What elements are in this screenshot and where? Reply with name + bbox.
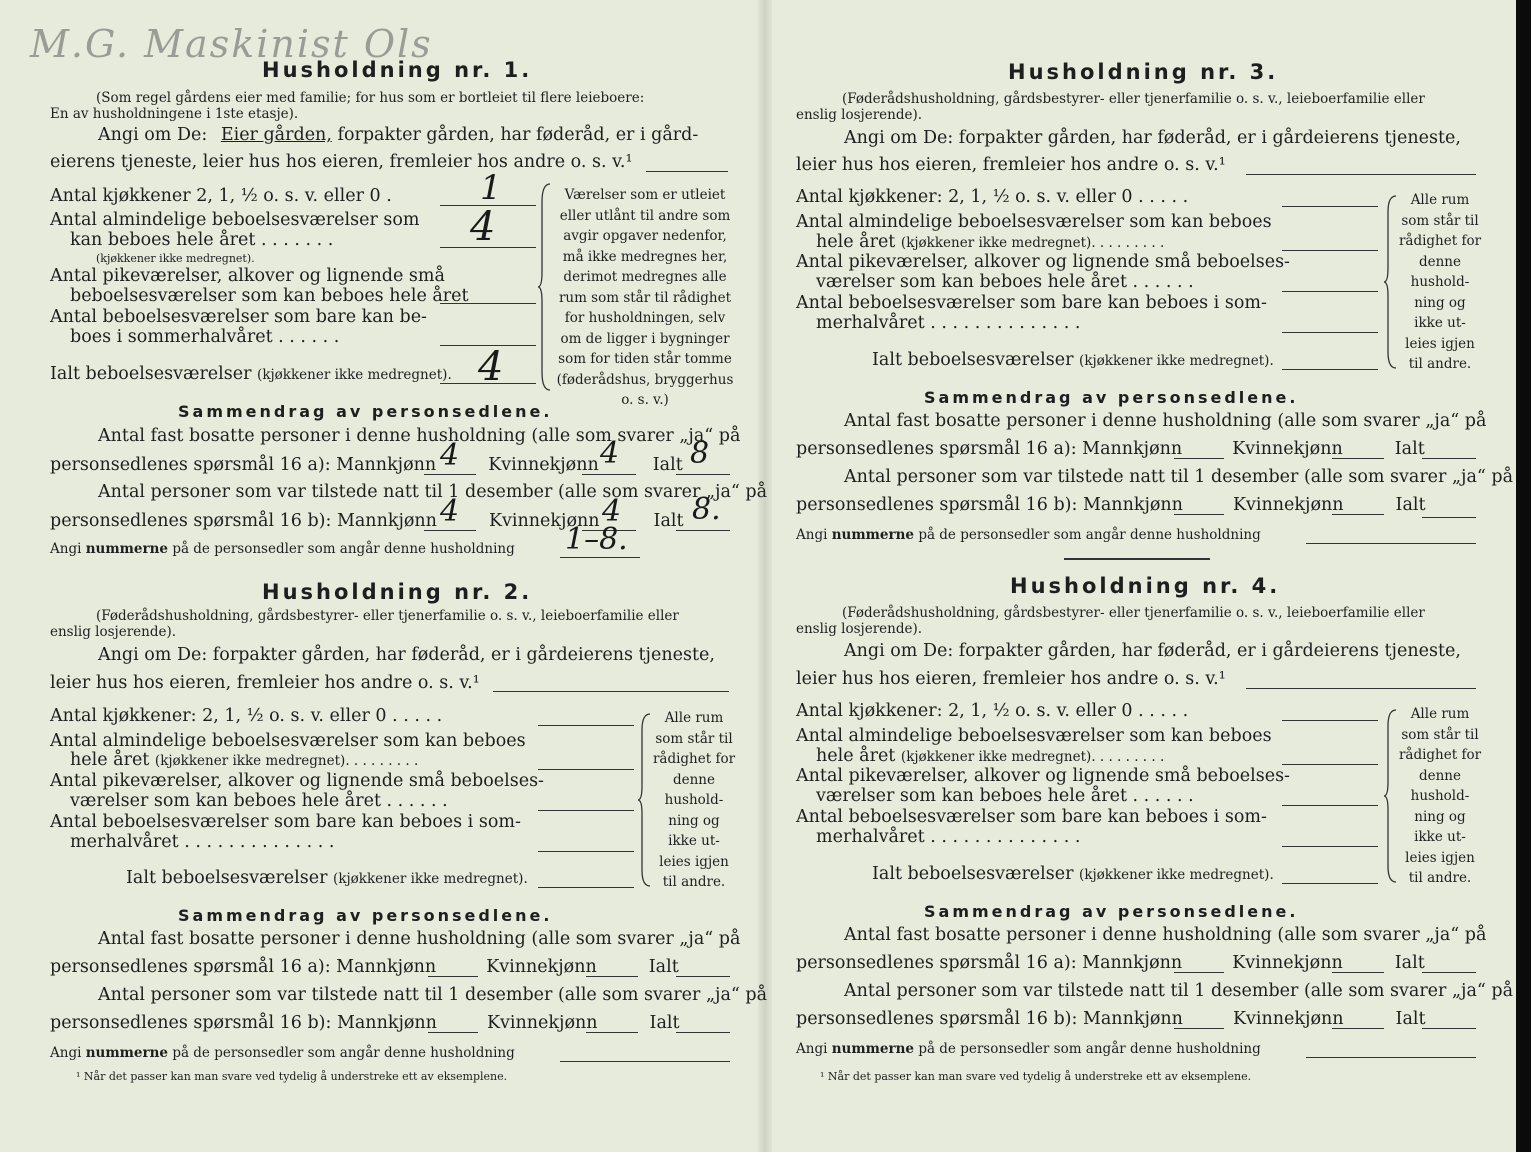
household-3-rooms-line2 <box>816 232 1164 252</box>
numbers-answer-line[interactable] <box>560 557 640 558</box>
total-label: Ialt beboelsesværelser <box>872 864 1074 884</box>
household-2-angi-line2: leier hus hos eieren, fremleier hos andre o. s. v.¹ <box>50 673 480 693</box>
handwritten-kitchens: 1 <box>480 168 502 208</box>
female-label: Kvinnekjønn <box>1232 953 1343 973</box>
brace-icon <box>1384 708 1398 884</box>
household-2-summary-a1: Antal fast bosatte personer i denne husholdning (alle som svarer „ja“ på <box>98 929 741 949</box>
household-2-total <box>126 868 528 888</box>
total-label: Ialt <box>1395 495 1426 515</box>
household-4-maid-rooms-line1: Antal pikeværelser, alkover og lignende små beboelses- <box>796 766 1290 786</box>
female-label: Kvinnekjønn <box>1232 495 1344 515</box>
handwritten-numbers: 1–8. <box>565 522 628 557</box>
household-4-maid-rooms-line2: værelser som kan beboes hele året . . . . . . <box>816 786 1194 806</box>
household-2-kitchens: Antal kjøkkener: 2, 1, ½ o. s. v. eller 0 . . . . . <box>50 706 443 726</box>
household-1-numbers <box>50 541 515 557</box>
household-1-summary-a2 <box>50 455 683 475</box>
total-answer-line[interactable] <box>1282 883 1378 884</box>
household-1-maid-rooms-line1: Antal pikeværelser, alkover og lignende små <box>50 266 445 286</box>
handwritten-male-1: 4 <box>440 438 460 473</box>
male-answer-line[interactable] <box>1174 1028 1224 1029</box>
footnote-left: ¹ Når det passer kan man svare ved tydelig å understreke ett av eksemplene. <box>76 1070 508 1083</box>
household-4-note-line2: enslig losjerende). <box>796 621 923 637</box>
household-3-rooms-line1: Antal almindelige beboelsesværelser som kan beboes <box>796 212 1272 232</box>
maid-rooms-answer-line[interactable] <box>538 810 634 811</box>
household-2-summer-line1: Antal beboelsesværelser som bare kan beboes i som- <box>50 812 521 832</box>
numbers-bold: nummerne <box>831 527 915 543</box>
female-label: Kvinnekjønn <box>1232 1009 1344 1029</box>
total-note: (kjøkkener ikke medregnet). <box>1079 353 1274 369</box>
female-label: Kvinnekjønn <box>486 1013 598 1033</box>
numbers-answer-line[interactable] <box>560 1061 730 1062</box>
kitchens-answer-line[interactable] <box>1282 720 1378 721</box>
household-4-summary-a2 <box>796 953 1425 973</box>
female-answer-line[interactable] <box>1332 1028 1384 1029</box>
male-answer-line[interactable] <box>1174 514 1224 515</box>
total-answer-line[interactable] <box>676 474 730 475</box>
household-4-total <box>872 864 1274 884</box>
household-3-summer-line1: Antal beboelsesværelser som bare kan beboes i som- <box>796 293 1267 313</box>
household-1-note-line1: (Som regel gårdens eier med familie; for hus som er bortleiet til flere leieboere: <box>96 90 645 106</box>
numbers-angi: Angi <box>796 1041 828 1057</box>
household-3-note-line1: (Føderådshusholdning, gårdsbestyrer- eller tjenerfamilie o. s. v., leieboerfamilie eller <box>842 91 1425 107</box>
total-note: (kjøkkener ikke medregnet). <box>333 871 528 887</box>
total-answer-line[interactable] <box>676 1032 730 1033</box>
summer-answer-line[interactable] <box>1282 846 1378 847</box>
female-label: Kvinnekjønn <box>486 957 597 977</box>
total-answer-line[interactable] <box>1282 369 1378 370</box>
brace-icon <box>538 182 552 392</box>
total-label: Ialt beboelsesværelser <box>50 364 252 384</box>
household-1-total <box>50 364 452 384</box>
household-1-side-note: Værelser som er utleiet eller utlånt til andre som avgir opgaver nedenfor, må ikke medregnes her, derimot medregnes alle rum som står til rådighet for husholdningen, selv om de ligger i bygninger som for tiden står tomme (føderådshus, bryggerhus o. s. v.) <box>556 187 734 408</box>
total-label: Ialt beboelsesværelser <box>872 350 1074 370</box>
female-answer-line[interactable] <box>1332 972 1384 973</box>
numbers-answer-line[interactable] <box>1306 1057 1476 1058</box>
rooms-answer-line[interactable] <box>1282 764 1378 765</box>
household-2-summary-b1: Antal personer som var tilstede natt til 1 desember (alle som svarer „ja“ på <box>98 985 768 1005</box>
household-2-summary-b2 <box>50 1013 680 1033</box>
household-4-summary-a1: Antal fast bosatte personer i denne husholdning (alle som svarer „ja“ på <box>844 925 1487 945</box>
household-3-side-note: Alle rum som står til rådighet for denne hushold- ning og ikke ut- leies igjen til andre. <box>1398 192 1482 372</box>
numbers-text: på de personsedler som angår denne husholdning <box>918 527 1261 543</box>
household-4-kitchens: Antal kjøkkener: 2, 1, ½ o. s. v. eller 0 . . . . . <box>796 701 1189 721</box>
male-answer-line[interactable] <box>1174 458 1224 459</box>
household-4-numbers <box>796 1041 1261 1057</box>
brace <box>1384 194 1398 374</box>
numbers-angi: Angi <box>50 1045 82 1061</box>
household-1-note-line2: En av husholdningene i 1ste etasje). <box>50 106 299 122</box>
summary-a-label: personsedlenes spørsmål 16 a): Mannkjønn <box>796 439 1183 459</box>
brace <box>638 712 652 892</box>
summary-b-label: personsedlenes spørsmål 16 b): Mannkjønn <box>796 495 1183 515</box>
total-label: Ialt <box>1394 953 1425 973</box>
numbers-text: på de personsedler som angår denne husholdning <box>918 1041 1261 1057</box>
female-answer-line[interactable] <box>1332 514 1384 515</box>
answer-line[interactable] <box>1246 174 1476 175</box>
summary-a-label: personsedlenes spørsmål 16 a): Mannkjønn <box>796 953 1183 973</box>
household-4-angi-line1: Angi om De: forpakter gården, har føderåd, er i gårdeierens tjeneste, <box>844 641 1461 661</box>
household-4-title: Husholdning nr. 4. <box>1010 574 1281 598</box>
household-3-angi-line1: Angi om De: forpakter gården, har føderåd, er i gårdeierens tjeneste, <box>844 128 1461 148</box>
total-note: (kjøkkener ikke medregnet). <box>257 367 452 383</box>
household-3-summary-a1: Antal fast bosatte personer i denne husholdning (alle som svarer „ja“ på <box>844 411 1487 431</box>
answer-line[interactable] <box>493 691 729 692</box>
rooms-answer-line[interactable] <box>1282 250 1378 251</box>
kitchens-answer-line[interactable] <box>538 725 634 726</box>
household-3-kitchens: Antal kjøkkener: 2, 1, ½ o. s. v. eller 0 . . . . . <box>796 187 1189 207</box>
household-2-maid-rooms-line2: værelser som kan beboes hele året . . . . . . <box>70 791 448 811</box>
household-1-maid-rooms-line2: beboelsesværelser som kan beboes hele året <box>70 286 469 306</box>
rooms-note: (kjøkkener ikke medregnet). . . . . . . . . <box>154 753 419 769</box>
brace-icon <box>638 712 652 888</box>
household-4-summary-b2 <box>796 1009 1426 1029</box>
handwritten-total: 4 <box>478 344 504 390</box>
household-2-note-line1: (Føderådshusholdning, gårdsbestyrer- eller tjenerfamilie o. s. v., leieboerfamilie eller <box>96 608 679 624</box>
answer-line[interactable] <box>1246 688 1476 689</box>
numbers-bold: nummerne <box>831 1041 915 1057</box>
female-answer-line[interactable] <box>586 976 638 977</box>
household-3-maid-rooms-line2: værelser som kan beboes hele året . . . . . . <box>816 272 1194 292</box>
household-3-summary-title: Sammendrag av personsedlene. <box>924 388 1299 407</box>
total-label: Ialt <box>1395 1009 1426 1029</box>
angi-rest: forpakter gården, har føderåd, er i gård- <box>337 125 699 145</box>
household-2-rooms-line1: Antal almindelige beboelsesværelser som kan beboes <box>50 731 526 751</box>
household-2-summary-title: Sammendrag av personsedlene. <box>178 906 553 925</box>
numbers-answer-line[interactable] <box>1306 543 1476 544</box>
rooms-label: hele året <box>816 232 896 252</box>
rooms-label: hele året <box>70 750 150 770</box>
section-divider <box>1064 558 1210 560</box>
household-2-numbers <box>50 1045 515 1061</box>
total-note: (kjøkkener ikke medregnet). <box>1079 867 1274 883</box>
eier-garden-underlined: Eier gården, <box>220 125 332 145</box>
household-3-summary-b1: Antal personer som var tilstede natt til 1 desember (alle som svarer „ja“ på <box>844 467 1514 487</box>
brace <box>1384 708 1398 888</box>
numbers-angi: Angi <box>796 527 828 543</box>
rooms-answer-line[interactable] <box>538 769 634 770</box>
household-3-note-line2: enslig losjerende). <box>796 107 923 123</box>
household-4-angi-line2: leier hus hos eieren, fremleier hos andre o. s. v.¹ <box>796 669 1226 689</box>
page-fold <box>758 0 772 1152</box>
household-2-maid-rooms-line1: Antal pikeværelser, alkover og lignende små beboelses- <box>50 771 544 791</box>
handwritten-male-2: 4 <box>440 494 460 529</box>
summary-a-label: personsedlenes spørsmål 16 a): Mannkjønn <box>50 455 437 475</box>
male-answer-line[interactable] <box>424 474 476 475</box>
summer-answer-line[interactable] <box>538 851 634 852</box>
total-answer-line[interactable] <box>676 976 730 977</box>
female-answer-line[interactable] <box>582 474 636 475</box>
female-answer-line[interactable] <box>586 1032 638 1033</box>
household-3-maid-rooms-line1: Antal pikeværelser, alkover og lignende små beboelses- <box>796 252 1290 272</box>
maid-rooms-answer-line[interactable] <box>1282 805 1378 806</box>
total-answer-line[interactable] <box>1422 972 1476 973</box>
household-1-angi-line2: eierens tjeneste, leier hus hos eieren, fremleier hos andre o. s. v.¹ <box>50 152 633 172</box>
rooms-note: (kjøkkener ikke medregnet). . . . . . . . . <box>900 235 1165 251</box>
household-1-summer-line2: boes i sommerhalvåret . . . . . . <box>70 327 340 347</box>
brace <box>538 182 552 395</box>
male-answer-line[interactable] <box>424 530 476 531</box>
summary-b-label: personsedlenes spørsmål 16 b): Mannkjønn <box>796 1009 1183 1029</box>
household-2-side-note: Alle rum som står til rådighet for denne hushold- ning og ikke ut- leies igjen til andre. <box>652 710 736 890</box>
rooms-note: (kjøkkener ikke medregnet). . . . . . . . . <box>900 749 1165 765</box>
household-2-note-line2: enslig losjerende). <box>50 624 177 640</box>
handwritten-female-1: 4 <box>600 436 620 471</box>
household-1-rooms-line1: Antal almindelige beboelsesværelser som <box>50 210 420 230</box>
summary-b-label: personsedlenes spørsmål 16 b): Mannkjønn <box>50 1013 437 1033</box>
handwritten-rooms: 4 <box>470 204 496 250</box>
household-1-kitchens: Antal kjøkkener 2, 1, ½ o. s. v. eller 0 . <box>50 186 392 206</box>
female-label: Kvinnekjønn <box>488 455 599 475</box>
total-label: Ialt <box>649 1013 680 1033</box>
household-1-rooms-line2: kan beboes hele året . . . . . . . <box>70 230 334 250</box>
household-1-angi-line1 <box>98 125 698 145</box>
household-3-summary-a2 <box>796 439 1425 459</box>
total-label: Ialt <box>648 957 679 977</box>
household-2-title: Husholdning nr. 2. <box>262 580 533 604</box>
answer-line[interactable] <box>646 171 728 172</box>
household-1-rooms-note: (kjøkkener ikke medregnet). <box>96 252 255 265</box>
household-2-summer-line2: merhalvåret . . . . . . . . . . . . . . <box>70 832 335 852</box>
household-1-summer-line1: Antal beboelsesværelser som bare kan be- <box>50 307 427 327</box>
total-label: Ialt beboelsesværelser <box>126 868 328 888</box>
household-2-angi-line1: Angi om De: forpakter gården, har føderåd, er i gårdeierens tjeneste, <box>98 645 715 665</box>
total-label: Ialt <box>653 511 684 531</box>
kitchens-answer-line[interactable] <box>1282 206 1378 207</box>
female-label: Kvinnekjønn <box>488 511 600 531</box>
brace-icon <box>1384 194 1398 370</box>
household-4-summer-line1: Antal beboelsesværelser som bare kan beboes i som- <box>796 807 1267 827</box>
total-label: Ialt <box>652 455 683 475</box>
rooms-label: hele året <box>816 746 896 766</box>
household-4-summer-line2: merhalvåret . . . . . . . . . . . . . . <box>816 827 1081 847</box>
household-1-summary-a1: Antal fast bosatte personer i denne husholdning (alle som svarer „ja“ på <box>98 426 741 446</box>
footnote-right: ¹ Når det passer kan man svare ved tydelig å understreke ett av eksemplene. <box>820 1070 1252 1083</box>
total-label: Ialt <box>1394 439 1425 459</box>
household-2-rooms-line2 <box>70 750 418 770</box>
male-answer-line[interactable] <box>428 976 478 977</box>
total-answer-line[interactable] <box>676 530 730 531</box>
household-1-summary-b1: Antal personer som var tilstede natt til 1 desember (alle som svarer „ja“ på <box>98 482 768 502</box>
margin-handwriting: M.G. Maskinist Ols <box>30 22 433 66</box>
household-3-angi-line2: leier hus hos eieren, fremleier hos andre o. s. v.¹ <box>796 155 1226 175</box>
angi-label: Angi om De: <box>98 125 208 145</box>
summer-answer-line[interactable] <box>1282 332 1378 333</box>
household-3-summer-line2: merhalvåret . . . . . . . . . . . . . . <box>816 313 1081 333</box>
household-3-summary-b2 <box>796 495 1426 515</box>
household-3-numbers <box>796 527 1261 543</box>
household-4-side-note: Alle rum som står til rådighet for denne hushold- ning og ikke ut- leies igjen til andre. <box>1398 706 1482 886</box>
summary-a-label: personsedlenes spørsmål 16 a): Mannkjønn <box>50 957 437 977</box>
maid-rooms-answer-line[interactable] <box>440 303 536 304</box>
male-answer-line[interactable] <box>1174 972 1224 973</box>
household-4-note-line1: (Føderådshusholdning, gårdsbestyrer- eller tjenerfamilie o. s. v., leieboerfamilie eller <box>842 605 1425 621</box>
total-answer-line[interactable] <box>1422 517 1476 518</box>
summary-b-label: personsedlenes spørsmål 16 b): Mannkjønn <box>50 511 437 531</box>
numbers-bold: nummerne <box>85 541 169 557</box>
total-answer-line[interactable] <box>538 887 634 888</box>
numbers-text: på de personsedler som angår denne husholdning <box>172 1045 515 1061</box>
total-answer-line[interactable] <box>1422 458 1476 459</box>
handwritten-total-1: 8 <box>690 436 710 471</box>
female-label: Kvinnekjønn <box>1232 439 1343 459</box>
total-answer-line[interactable] <box>1422 1028 1476 1029</box>
household-4-rooms-line2 <box>816 746 1164 766</box>
household-3-total <box>872 350 1274 370</box>
household-3-title: Husholdning nr. 3. <box>1008 60 1279 84</box>
household-2-summary-a2 <box>50 957 679 977</box>
household-4-summary-title: Sammendrag av personsedlene. <box>924 902 1299 921</box>
numbers-bold: nummerne <box>85 1045 169 1061</box>
handwritten-total-2: 8. <box>692 492 721 527</box>
numbers-angi: Angi <box>50 541 82 557</box>
household-4-summary-b1: Antal personer som var tilstede natt til 1 desember (alle som svarer „ja“ på <box>844 981 1514 1001</box>
numbers-text: på de personsedler som angår denne husholdning <box>172 541 515 557</box>
male-answer-line[interactable] <box>428 1032 478 1033</box>
household-4-rooms-line1: Antal almindelige beboelsesværelser som kan beboes <box>796 726 1272 746</box>
maid-rooms-answer-line[interactable] <box>1282 291 1378 292</box>
household-1-title: Husholdning nr. 1. <box>262 58 533 82</box>
handwritten-female-2: 4 <box>602 494 622 529</box>
female-answer-line[interactable] <box>1332 458 1384 459</box>
household-1-summary-title: Sammendrag av personsedlene. <box>178 402 553 421</box>
